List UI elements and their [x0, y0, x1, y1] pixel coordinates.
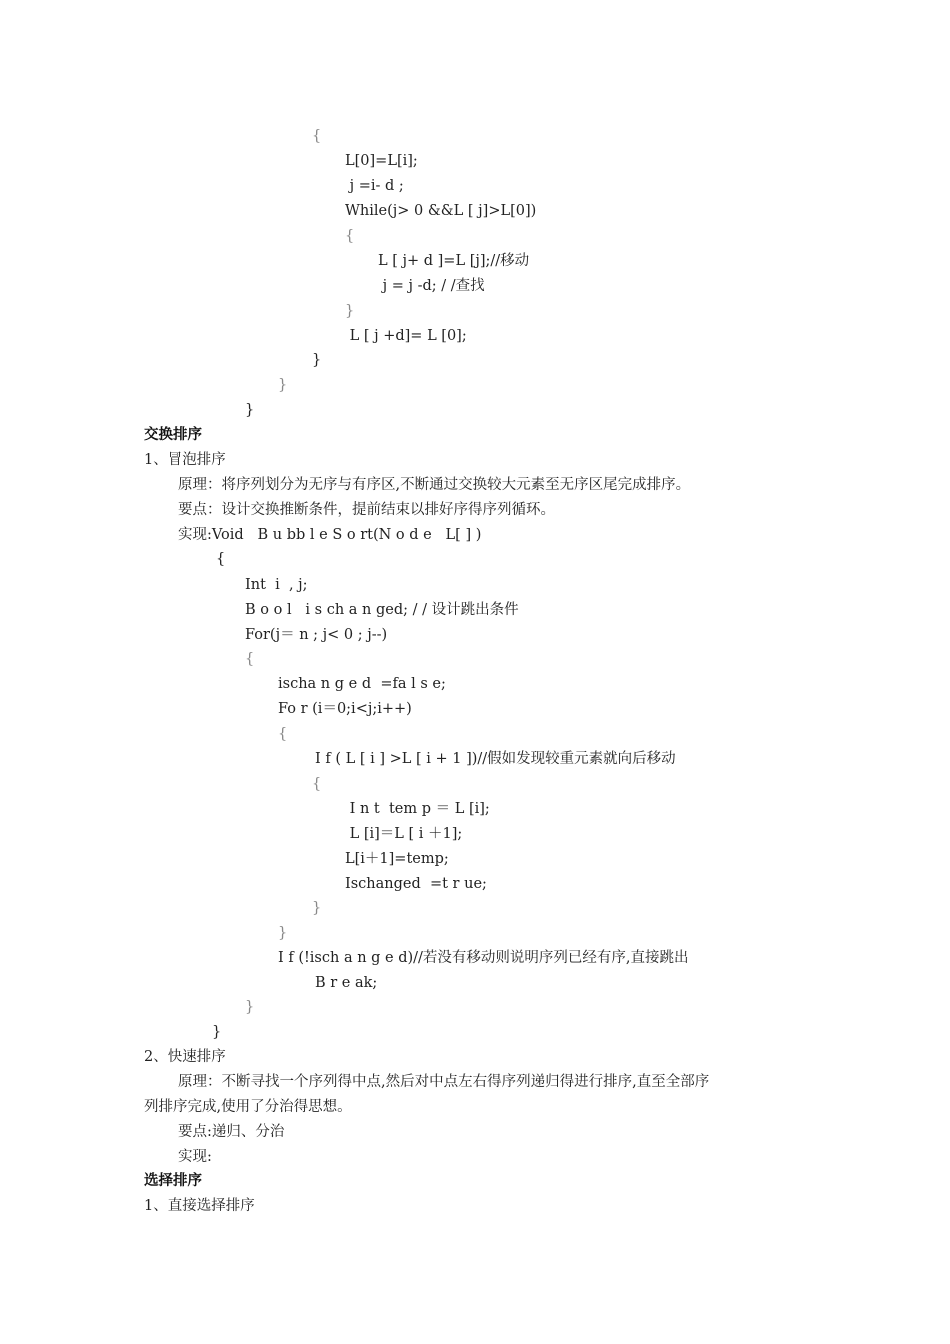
code-line: j =i- d ; — [345, 178, 404, 194]
subsection-title-quick-sort: 2、快速排序 — [144, 1049, 226, 1065]
code-line: { — [345, 228, 355, 244]
paragraph-principle: 原理：将序列划分为无序与有序区,不断通过交换较大元素至无序区尾完成排序。 — [178, 477, 691, 493]
code-line: I f ( L [ i ] >L [ i + 1 ])//假如发现较重元素就向后移动 — [315, 751, 676, 767]
code-line: } — [312, 352, 322, 368]
paragraph-key-points: 要点:递归、分治 — [178, 1124, 285, 1140]
paragraph-principle: 原理：不断寻找一个序列得中点,然后对中点左右得序列递归得进行排序,直至全部序 — [178, 1074, 710, 1090]
code-line: { — [216, 551, 226, 567]
subsection-title-straight-selection-sort: 1、直接选择排序 — [144, 1198, 255, 1214]
code-line: } — [245, 999, 255, 1015]
paragraph-implementation: 实现:Void B u bb l e S o rt(N o d e L[ ] ) — [178, 527, 482, 543]
code-line: Fo r (i＝0;i<j;i++) — [278, 701, 412, 717]
code-line: } — [312, 900, 322, 916]
code-line: } — [278, 925, 288, 941]
code-line: L [ j +d]= L [0]; — [345, 328, 467, 344]
subsection-title-bubble-sort: 1、冒泡排序 — [144, 452, 226, 468]
paragraph-key-points: 要点：设计交换推断条件，提前结束以排好序得序列循环。 — [178, 502, 555, 518]
code-line: B r e ak; — [315, 975, 378, 991]
code-line: ischa n g e d =fa l s e; — [278, 676, 446, 692]
code-line: B o o l i s ch a n ged; / / 设计跳出条件 — [245, 602, 519, 618]
code-line: } — [212, 1024, 222, 1040]
code-line: { — [278, 726, 288, 742]
code-line: { — [245, 651, 255, 667]
code-line: j = j -d; / /查找 — [378, 278, 485, 294]
paragraph-implementation: 实现: — [178, 1149, 212, 1165]
code-line: L [i]＝L [ i ＋1]; — [345, 826, 463, 842]
code-line: For(j＝ n ; j< 0 ; j--) — [245, 627, 388, 643]
code-line: I f (!isch a n g e d)//若没有移动则说明序列已经有序,直接跳出 — [278, 950, 689, 966]
section-heading-selection-sort: 选择排序 — [144, 1173, 202, 1189]
code-line: I n t tem p ＝ L [i]; — [345, 801, 490, 817]
code-line: { — [312, 776, 322, 792]
code-line: L[0]=L[i]; — [345, 153, 418, 169]
code-line: { — [312, 128, 322, 144]
section-heading-exchange-sort: 交换排序 — [144, 427, 202, 443]
paragraph-principle-continued: 列排序完成,使用了分治得思想。 — [144, 1099, 352, 1115]
code-line: } — [245, 402, 255, 418]
code-line: Ischanged =t r ue; — [345, 876, 487, 892]
code-line: While(j> 0 &&L [ j]>L[0]) — [345, 203, 537, 219]
code-line: } — [345, 303, 355, 319]
code-line: L [ j+ d ]=L [j];//移动 — [378, 253, 530, 269]
code-line: } — [278, 377, 288, 393]
code-line: Int i , j; — [245, 577, 308, 593]
code-line: L[i＋1]=temp; — [345, 851, 449, 867]
